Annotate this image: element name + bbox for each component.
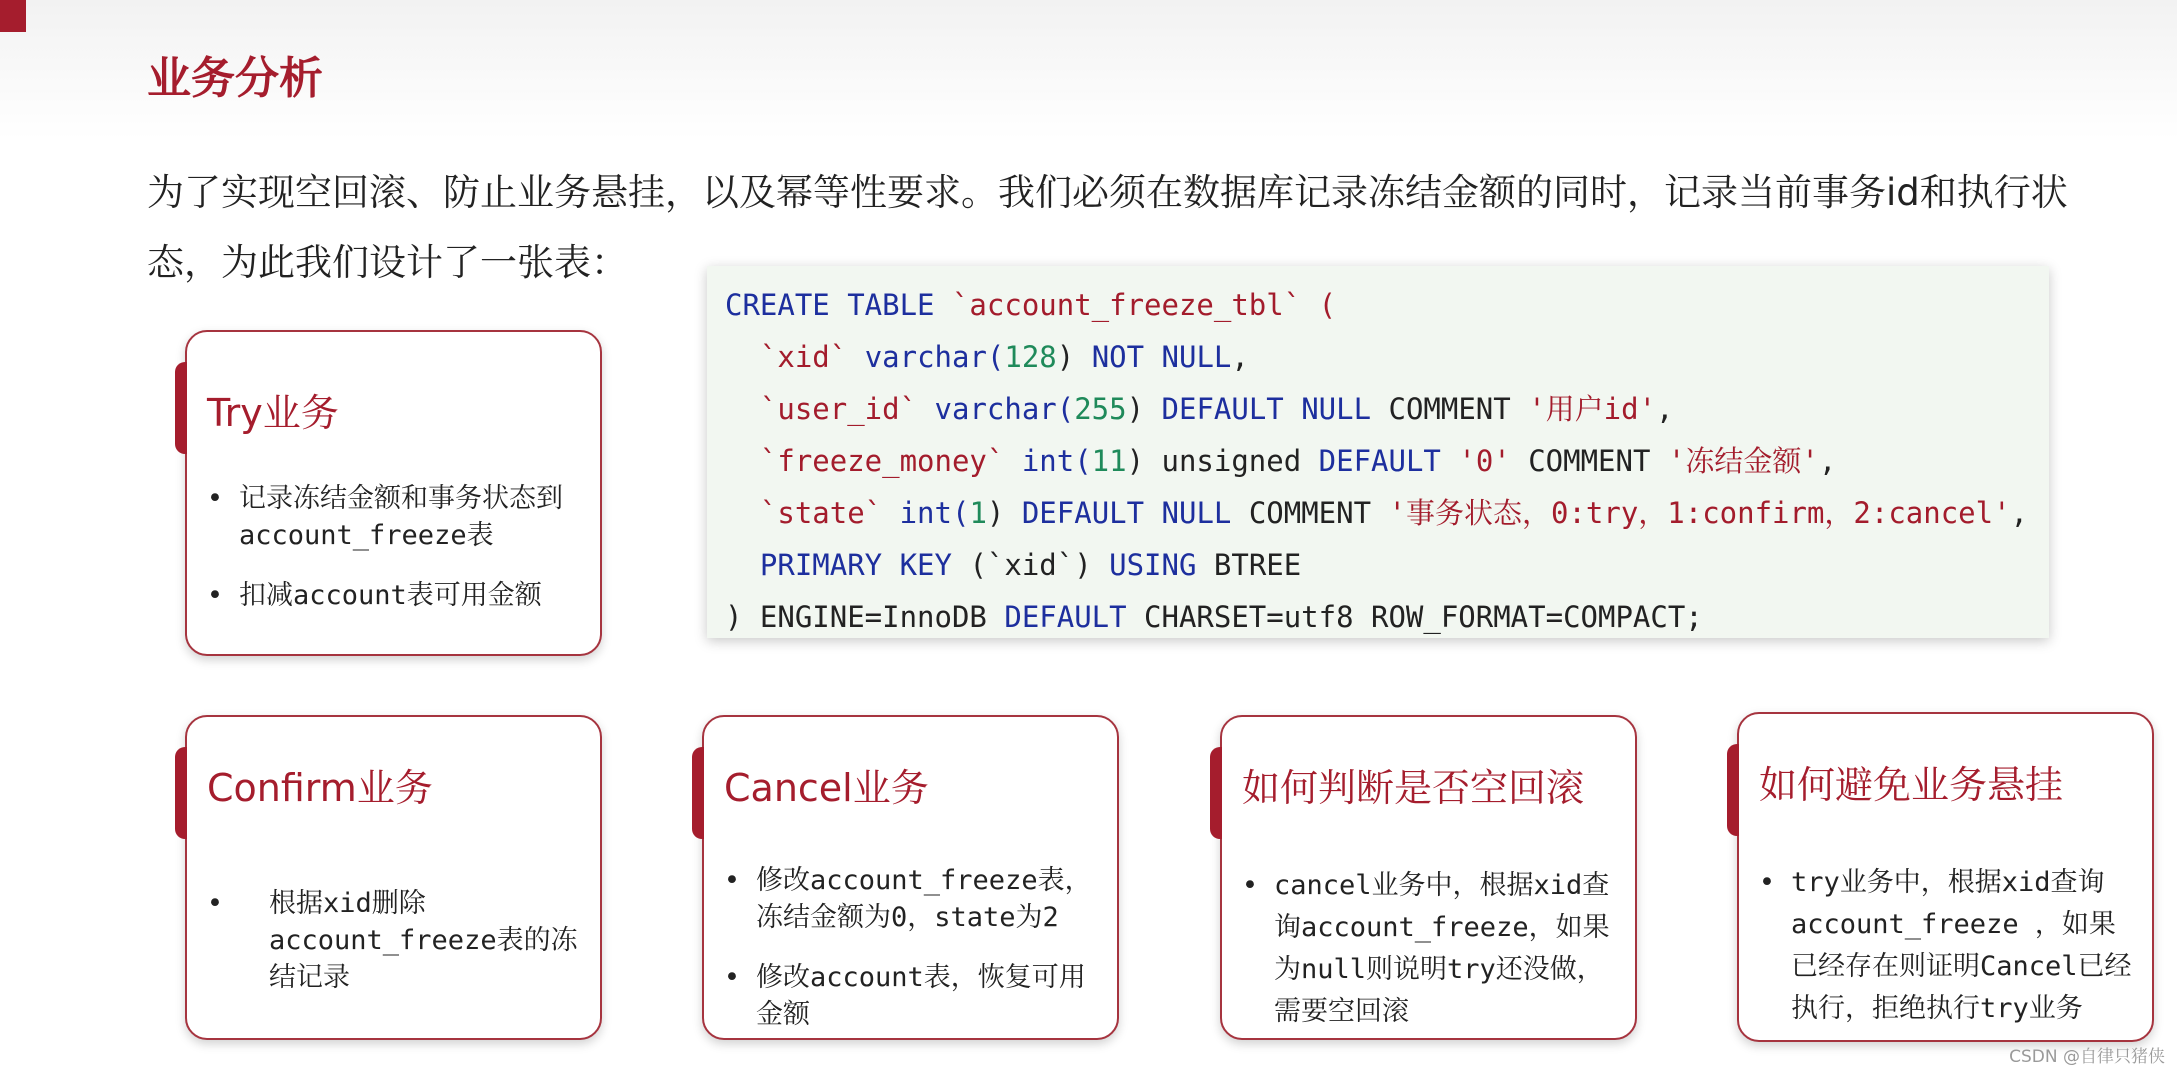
code-string: '事务状态，0:try，1:confirm，2:cancel' — [1388, 496, 2011, 530]
code-text — [1441, 444, 1458, 478]
code-type: varchar( — [917, 392, 1075, 426]
code-keyword: USING — [1109, 548, 1197, 582]
code-column-name: `state` — [759, 496, 883, 530]
try-card-title: Try业务 — [207, 391, 339, 435]
code-string: '0' — [1458, 444, 1511, 478]
confirm-card-bullets — [199, 885, 590, 1019]
code-text: , — [1231, 340, 1249, 374]
list-item: • 根据xid删除account_freeze表的冻结记录 — [199, 885, 590, 996]
list-item: • try业务中，根据xid查询account_freeze ，如果已经存在则证明Cancel已经执行，拒绝执行try业务 — [1751, 862, 2142, 1030]
code-table-name: `account_freeze_tbl` ( — [934, 288, 1337, 322]
code-text: , — [1818, 444, 1837, 478]
code-text: ) unsigned — [1126, 444, 1302, 478]
code-text: COMMENT — [1510, 444, 1668, 478]
code-number: 255 — [1074, 392, 1127, 426]
list-item: • 扣减account表可用金额 — [199, 577, 590, 614]
code-keyword: DEFAULT NULL — [1004, 496, 1232, 530]
code-keyword: DEFAULT — [1004, 600, 1127, 634]
try-card — [185, 330, 602, 656]
code-keyword: PRIMARY KEY — [759, 548, 952, 582]
cancel-card-bullets — [716, 862, 1107, 1056]
code-column-name: `xid` — [759, 340, 848, 374]
list-item: • 修改account_freeze表，冻结金额为0，state为2 — [716, 862, 1107, 936]
code-type: varchar( — [847, 340, 1005, 374]
code-string: '用户id' — [1528, 392, 1657, 426]
sql-code-block — [707, 266, 2049, 638]
suspension-card-bullets — [1751, 862, 2142, 1030]
code-text: CHARSET=utf8 ROW_FORMAT=COMPACT; — [1126, 600, 1703, 634]
suspension-card-title: 如何避免业务悬挂 — [1759, 763, 2064, 807]
code-keyword: NOT NULL — [1074, 340, 1232, 374]
list-item: • 记录冻结金额和事务状态到account_freeze表 — [199, 480, 590, 554]
code-line-user-id — [725, 383, 2031, 435]
csdn-watermark: CSDN @自律只猪侠 — [2009, 1047, 2165, 1067]
code-type: int( — [1004, 444, 1092, 478]
code-text: ) ENGINE=InnoDB — [725, 600, 1005, 634]
code-column-name: `user_id` — [759, 392, 918, 426]
code-text: COMMENT — [1231, 496, 1389, 530]
code-text: , — [1656, 392, 1674, 426]
code-line-xid — [725, 331, 2031, 383]
code-number: 1 — [969, 496, 987, 530]
cancel-card-title: Cancel业务 — [724, 766, 929, 810]
page-title: 业务分析 — [147, 53, 323, 104]
empty-rollback-card — [1220, 715, 1637, 1040]
code-text: BTREE — [1196, 548, 1302, 582]
suspension-card — [1737, 712, 2154, 1042]
code-text: ) — [1126, 392, 1145, 426]
top-gradient — [0, 0, 2177, 140]
cancel-card — [702, 715, 1119, 1040]
code-line-primary-key — [725, 539, 2031, 591]
try-card-bullets — [199, 480, 590, 637]
code-line-freeze-money — [725, 435, 2031, 487]
code-text: (`xid`) — [951, 548, 1110, 582]
confirm-card-title: Confirm业务 — [207, 766, 433, 810]
empty-rollback-card-bullets — [1234, 865, 1625, 1033]
code-keyword: DEFAULT NULL — [1144, 392, 1372, 426]
code-text: , — [2010, 496, 2029, 530]
code-keyword: DEFAULT — [1301, 444, 1441, 478]
code-text: ) — [986, 496, 1005, 530]
code-line-create — [725, 279, 2031, 331]
corner-accent-mark — [0, 0, 26, 32]
code-type: int( — [882, 496, 970, 530]
code-number: 11 — [1091, 444, 1127, 478]
code-line-engine — [725, 591, 2031, 643]
code-number: 128 — [1004, 340, 1057, 374]
code-line-state — [725, 487, 2031, 539]
code-text: ) — [1056, 340, 1075, 374]
confirm-card — [185, 715, 602, 1040]
list-item: • 修改account表，恢复可用金额 — [716, 959, 1107, 1033]
code-keyword: CREATE TABLE — [725, 288, 935, 322]
intro-paragraph: 为了实现空回滚、防止业务悬挂，以及幂等性要求。我们必须在数据库记录冻结金额的同时，记录当前事务id和执行状态，为此我们设计了一张表： — [147, 171, 2068, 284]
code-string: '冻结金额' — [1667, 444, 1819, 478]
code-column-name: `freeze_money` — [759, 444, 1005, 478]
empty-rollback-card-title: 如何判断是否空回滚 — [1242, 766, 1585, 810]
list-item: • cancel业务中，根据xid查询account_freeze，如果为null则说明try还没做，需要空回滚 — [1234, 865, 1625, 1033]
code-text: COMMENT — [1371, 392, 1529, 426]
